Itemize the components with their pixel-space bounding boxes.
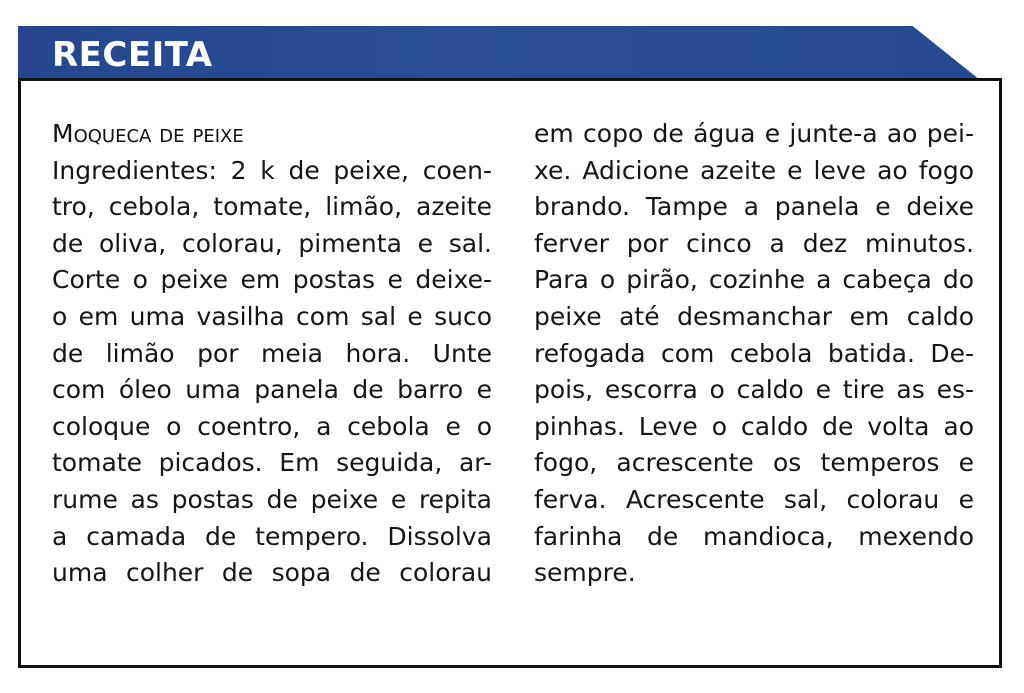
text-line: o em uma vasilha com sal e suco xyxy=(52,301,492,331)
text-line: tro, cebola, tomate, limão, azeite xyxy=(52,192,492,222)
text-line: Ingredientes: 2 k de peixe, coen- xyxy=(52,155,492,185)
right-column xyxy=(534,116,974,592)
recipe-title: Moqueca de peixe xyxy=(52,119,244,148)
text-line: de limão por meia hora. Unte xyxy=(52,338,492,368)
text-line: de oliva, colorau, pimenta e sal. xyxy=(52,228,492,258)
text-line: pois, escorra o caldo e tire as es- xyxy=(534,375,974,405)
text-line: a camada de tempero. Dissolva xyxy=(52,521,492,551)
text-line: xe. Adicione azeite e leve ao fogo xyxy=(534,155,974,185)
text-line: rume as postas de peixe e repita xyxy=(52,484,492,514)
text-line: brando. Tampe a panela e deixe xyxy=(534,192,974,222)
text-line: fogo, acrescente os temperos e xyxy=(534,448,974,478)
text-line: peixe até desmanchar em caldo xyxy=(534,301,974,331)
text-line: em copo de água e junte-a ao pei- xyxy=(534,119,974,148)
left-column xyxy=(52,116,492,592)
text-line: tomate picados. Em seguida, ar- xyxy=(52,448,492,478)
text-line: ferver por cinco a dez minutos. xyxy=(534,228,974,258)
text-line: farinha de mandioca, mexendo xyxy=(534,521,974,551)
text-line: Corte o peixe em postas e deixe- xyxy=(52,265,492,295)
text-line: coloque o coentro, a cebola e o xyxy=(52,411,492,441)
text-line: refogada com cebola batida. De- xyxy=(534,338,974,368)
text-line: sempre. xyxy=(534,558,636,588)
text-line: com óleo uma panela de barro e xyxy=(52,375,492,405)
text-line: Para o pirão, cozinhe a cabeça do xyxy=(534,265,974,295)
text-line: uma colher de sopa de colorau xyxy=(52,558,492,588)
text-line: ferva. Acrescente sal, colorau e xyxy=(534,484,974,514)
section-title: RECEITA xyxy=(52,35,213,75)
text-line: pinhas. Leve o caldo de volta ao xyxy=(534,411,974,441)
